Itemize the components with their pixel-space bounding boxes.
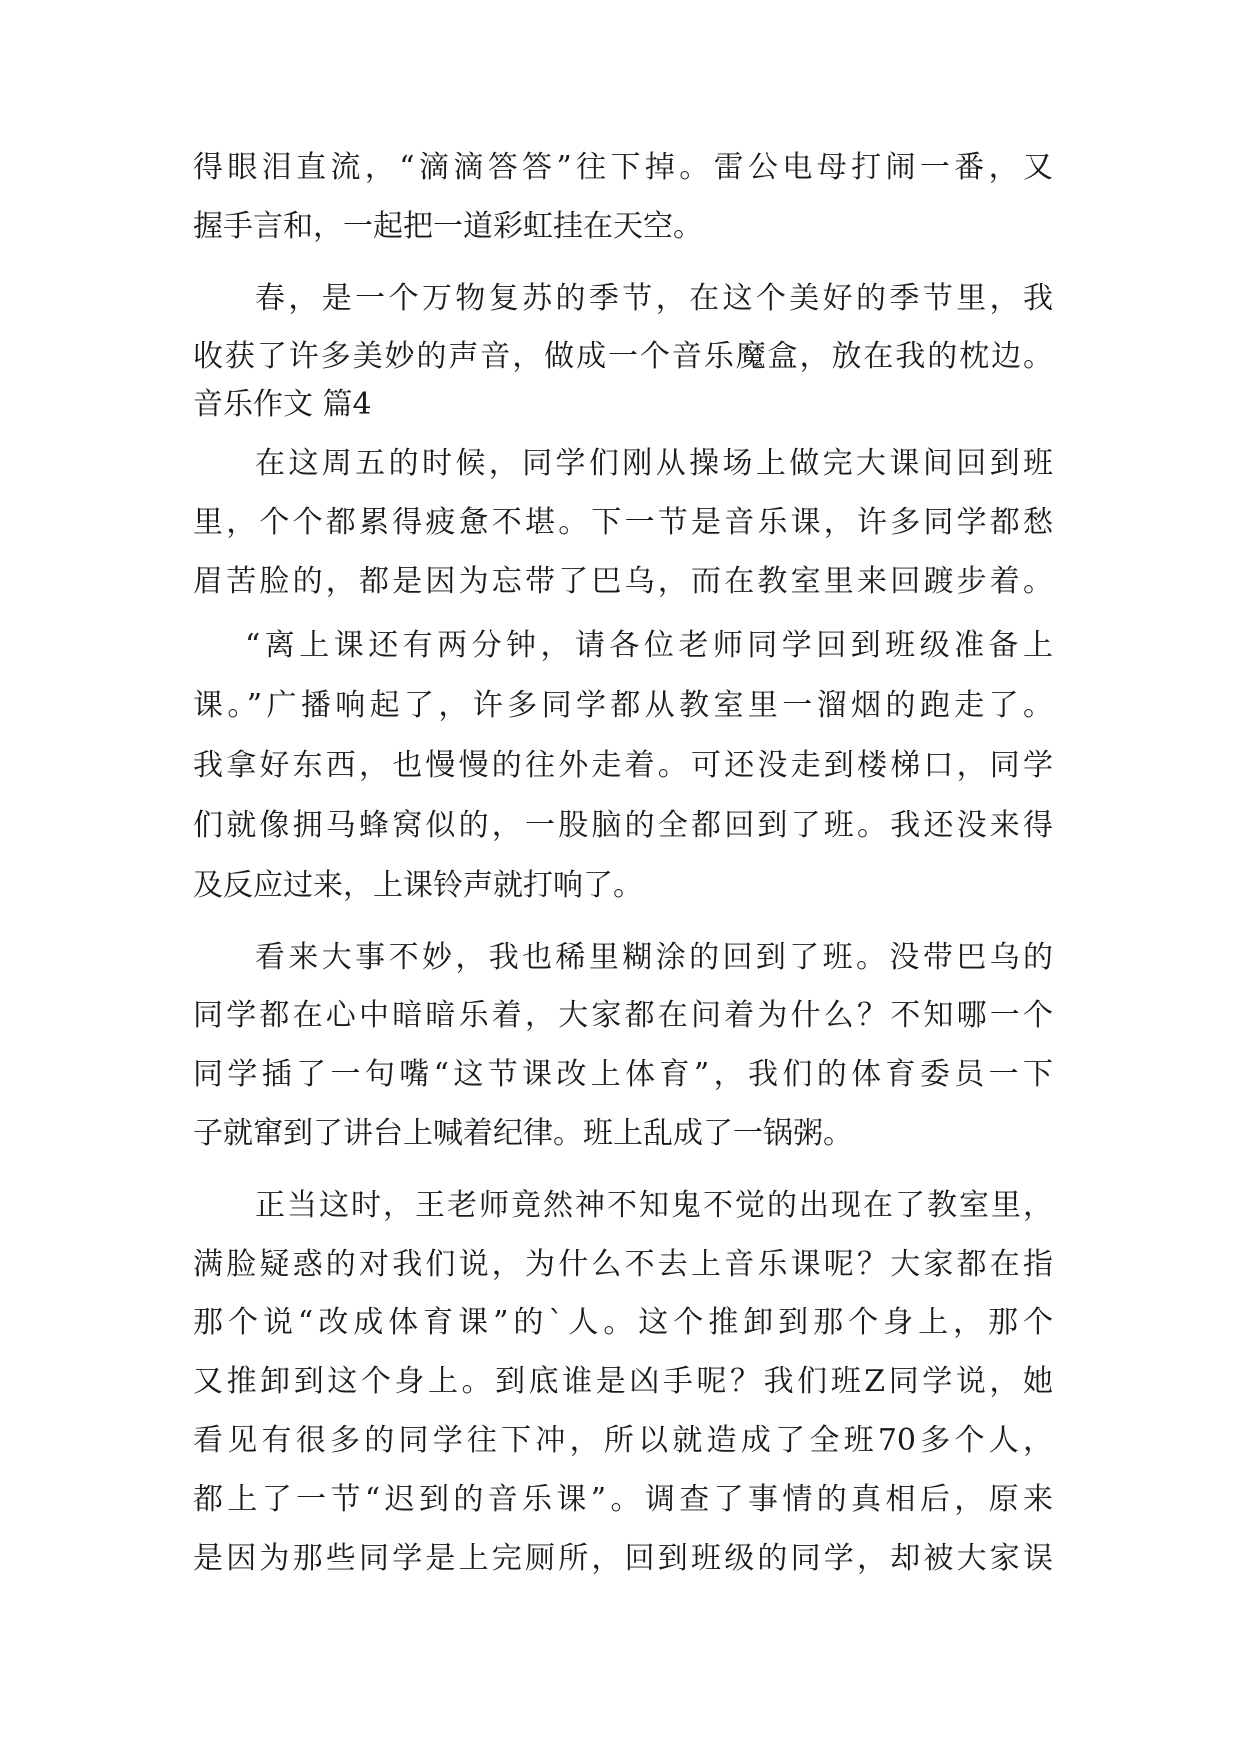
text-line: 又推卸到这个身上。到底谁是凶手呢？我们班Z同学说，她: [193, 1364, 1053, 1399]
text-line: 里，个个都累得疲惫不堪。下一节是音乐课，许多同学都愁: [193, 505, 1053, 540]
text-line: 都上了一节“迟到的音乐课”。调查了事情的真相后，原来: [193, 1482, 1053, 1517]
text-line: 我拿好东西，也慢慢的往外走着。可还没走到楼梯口，同学: [193, 748, 1053, 783]
text-line: 春，是一个万物复苏的季节，在这个美好的季节里，我: [255, 281, 1053, 316]
text-line: 课。”广播响起了，许多同学都从教室里一溜烟的跑走了。: [193, 688, 1053, 723]
text-line: 得眼泪直流，“滴滴答答”往下掉。雷公电母打闹一番，又: [193, 150, 1053, 185]
text-line: 同学都在心中暗暗乐着，大家都在问着为什么？不知哪一个: [193, 998, 1053, 1033]
section-heading: 音乐作文 篇4: [193, 387, 372, 422]
text-line: “离上课还有两分钟，请各位老师同学回到班级准备上: [245, 628, 1053, 663]
text-line: 们就像拥马蜂窝似的，一股脑的全都回到了班。我还没来得: [193, 808, 1053, 843]
text-line: 眉苦脸的，都是因为忘带了巴乌，而在教室里来回踱步着。: [193, 564, 1053, 599]
text-line: 那个说“改成体育课”的`人。这个推卸到那个身上，那个: [193, 1305, 1053, 1340]
text-line: 收获了许多美妙的声音，做成一个音乐魔盒，放在我的枕边。: [193, 339, 1053, 374]
text-line: 是因为那些同学是上完厕所，回到班级的同学，却被大家误: [193, 1541, 1053, 1576]
text-line: 同学插了一句嘴“这节课改上体育”，我们的体育委员一下: [193, 1057, 1053, 1092]
text-line: 正当这时，王老师竟然神不知鬼不觉的出现在了教室里，: [255, 1188, 1053, 1223]
text-line: 满脸疑惑的对我们说，为什么不去上音乐课呢？大家都在指: [193, 1247, 1053, 1282]
text-line: 看见有很多的同学往下冲，所以就造成了全班70多个人，: [193, 1423, 1053, 1458]
text-line: 及反应过来，上课铃声就打响了。: [193, 868, 643, 903]
text-line: 握手言和，一起把一道彩虹挂在天空。: [193, 209, 703, 244]
text-line: 在这周五的时候，同学们刚从操场上做完大课间回到班: [255, 446, 1053, 481]
text-line: 子就窜到了讲台上喊着纪律。班上乱成了一锅粥。: [193, 1116, 853, 1151]
text-line: 看来大事不妙，我也稀里糊涂的回到了班。没带巴乌的: [255, 940, 1053, 975]
